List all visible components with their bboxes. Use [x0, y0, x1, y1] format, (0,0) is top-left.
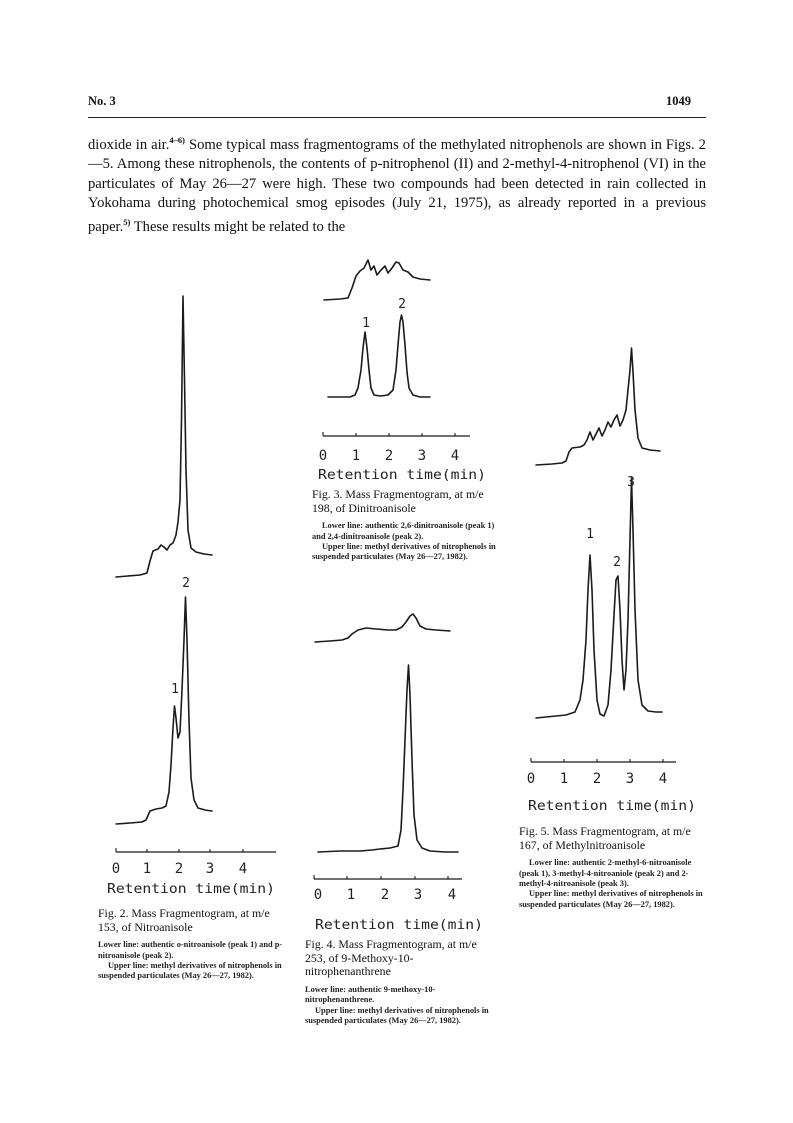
fig3-tick-label: 1 — [351, 448, 361, 464]
page-number: 1049 — [666, 94, 691, 108]
fig5-caption-lower-line: Lower line: authentic 2-methyl-6-nitroanisole (peak 1), 3-methyl-4-nitroaniole (peak 2) and 2-methyl-4-nitroanisole (peak 3). — [519, 858, 692, 888]
fig5-caption-upper-line: Upper line: methyl derivatives of nitrophenols in suspended particulates (May 26—27, 1982). — [519, 889, 703, 909]
fig5-chromatogram — [527, 348, 696, 814]
fig3-tick-label: 2 — [384, 448, 394, 464]
fig5-axis-label: Retention time(min) — [528, 799, 696, 814]
fig2-peak-label-2: 2 — [182, 576, 190, 591]
fig4-caption — [305, 938, 497, 1026]
fig5-peak-label-1: 1 — [586, 527, 594, 542]
fig4-chromatogram — [314, 614, 483, 933]
fig3-axis-label: Retention time(min) — [318, 468, 486, 483]
fig2-axis-label: Retention time(min) — [107, 882, 275, 897]
fig5-tick-label: 0 — [526, 771, 536, 787]
fig2-tick-label: 3 — [205, 861, 215, 877]
fig5-peak-label-2: 2 — [613, 555, 621, 570]
fig4-tick-label: 4 — [447, 887, 457, 903]
fig4-tick-label: 3 — [413, 887, 423, 903]
fig4-upper-trace — [315, 614, 450, 642]
fig2-lower-trace — [116, 597, 212, 824]
fig2-tick-label: 0 — [111, 861, 121, 877]
body-text-middle: Some typical mass fragmentograms of the methylated nitrophenols are shown in Figs. 2—5. Among these nitrophenols, the contents of p-nitrophenol (II) and 2-methyl-4-nitrophenol (VI) in the particulates of May 26—27 were high. These two compounds had been detected in rain collected in Yokohama during photochemical smog episodes (July 21, 1975), as already reported in a previous paper. — [88, 136, 706, 236]
fig4-lower-trace — [318, 665, 458, 852]
fig5-tick-label: 4 — [658, 771, 668, 787]
reference-marker: 4–6) — [169, 135, 185, 145]
fig2-caption-lower-line: Lower line: authentic o-nitroanisole (peak 1) and p-nitroanisole (peak 2). — [98, 940, 283, 960]
fig4-caption-lower-line: Lower line: authentic 9-methoxy-10-nitrophenanthrene. — [305, 984, 436, 1005]
fig5-lower-trace — [536, 478, 662, 718]
fig3-caption-lower-line: Lower line: authentic 2,6-dinitroanisole (peak 1) and 2,4-dinitroanisole (peak 2). — [312, 521, 495, 541]
fig4-caption-upper-line: Upper line: methyl derivatives of nitrophenols in suspended particulates (May 26—27, 1982). — [305, 1005, 489, 1025]
fig5-tick-label: 3 — [625, 771, 635, 787]
fig2-chromatogram — [107, 296, 276, 897]
fig4-tick-label: 0 — [313, 887, 323, 903]
fig5-peak-label-3: 3 — [627, 475, 635, 490]
fig4-caption-title: Fig. 4. Mass Fragmentogram, at m/e 253, of 9-Methoxy-10-nitrophenanthrene — [305, 937, 477, 979]
fig3-peak-label-2: 2 — [398, 297, 406, 312]
fig3-caption-upper-line: Upper line: methyl derivatives of nitrophenols in suspended particulates (May 26—27, 1982). — [312, 542, 496, 562]
body-text-end: These results might be related to the — [130, 219, 346, 236]
fig3-caption-title: Fig. 3. Mass Fragmentogram, at m/e 198, of Dinitroanisole — [312, 487, 484, 515]
fig5-upper-trace — [536, 348, 660, 465]
fig3-tick-label: 0 — [318, 448, 328, 464]
fig2-tick-label: 1 — [142, 861, 152, 877]
fig3-peak-label-1: 1 — [362, 316, 370, 331]
fig4-tick-label: 1 — [346, 887, 356, 903]
fig2-caption-upper-line: Upper line: methyl derivatives of nitrophenols in suspended particulates (May 26—27, 1982). — [98, 961, 282, 981]
fig3-lower-trace — [328, 315, 430, 397]
fig2-tick-label: 4 — [238, 861, 248, 877]
fig2-caption — [98, 907, 284, 982]
fig3-chromatogram — [318, 260, 486, 483]
fig5-caption — [519, 825, 703, 910]
reference-marker: 5) — [123, 217, 131, 228]
fig4-axis-label: Retention time(min) — [315, 918, 483, 933]
fig5-caption-title: Fig. 5. Mass Fragmentogram, at m/e 167, of Methylnitroanisole — [519, 824, 691, 852]
fig5-tick-label: 2 — [592, 771, 602, 787]
fig2-tick-label: 2 — [174, 861, 184, 877]
fig3-caption — [312, 488, 504, 563]
fig5-tick-label: 1 — [559, 771, 569, 787]
fig3-upper-trace — [324, 260, 430, 300]
fig2-upper-trace — [116, 296, 212, 577]
body-text-start: dioxide in air. — [88, 136, 170, 153]
fig3-tick-label: 3 — [417, 448, 427, 464]
fig2-caption-title: Fig. 2. Mass Fragmentogram, at m/e 153, of Nitroanisole — [98, 906, 270, 934]
journal-issue-number: No. 3 — [88, 94, 116, 108]
fig3-tick-label: 4 — [450, 448, 460, 464]
fig4-tick-label: 2 — [380, 887, 390, 903]
fig2-peak-label-1: 1 — [171, 682, 179, 697]
